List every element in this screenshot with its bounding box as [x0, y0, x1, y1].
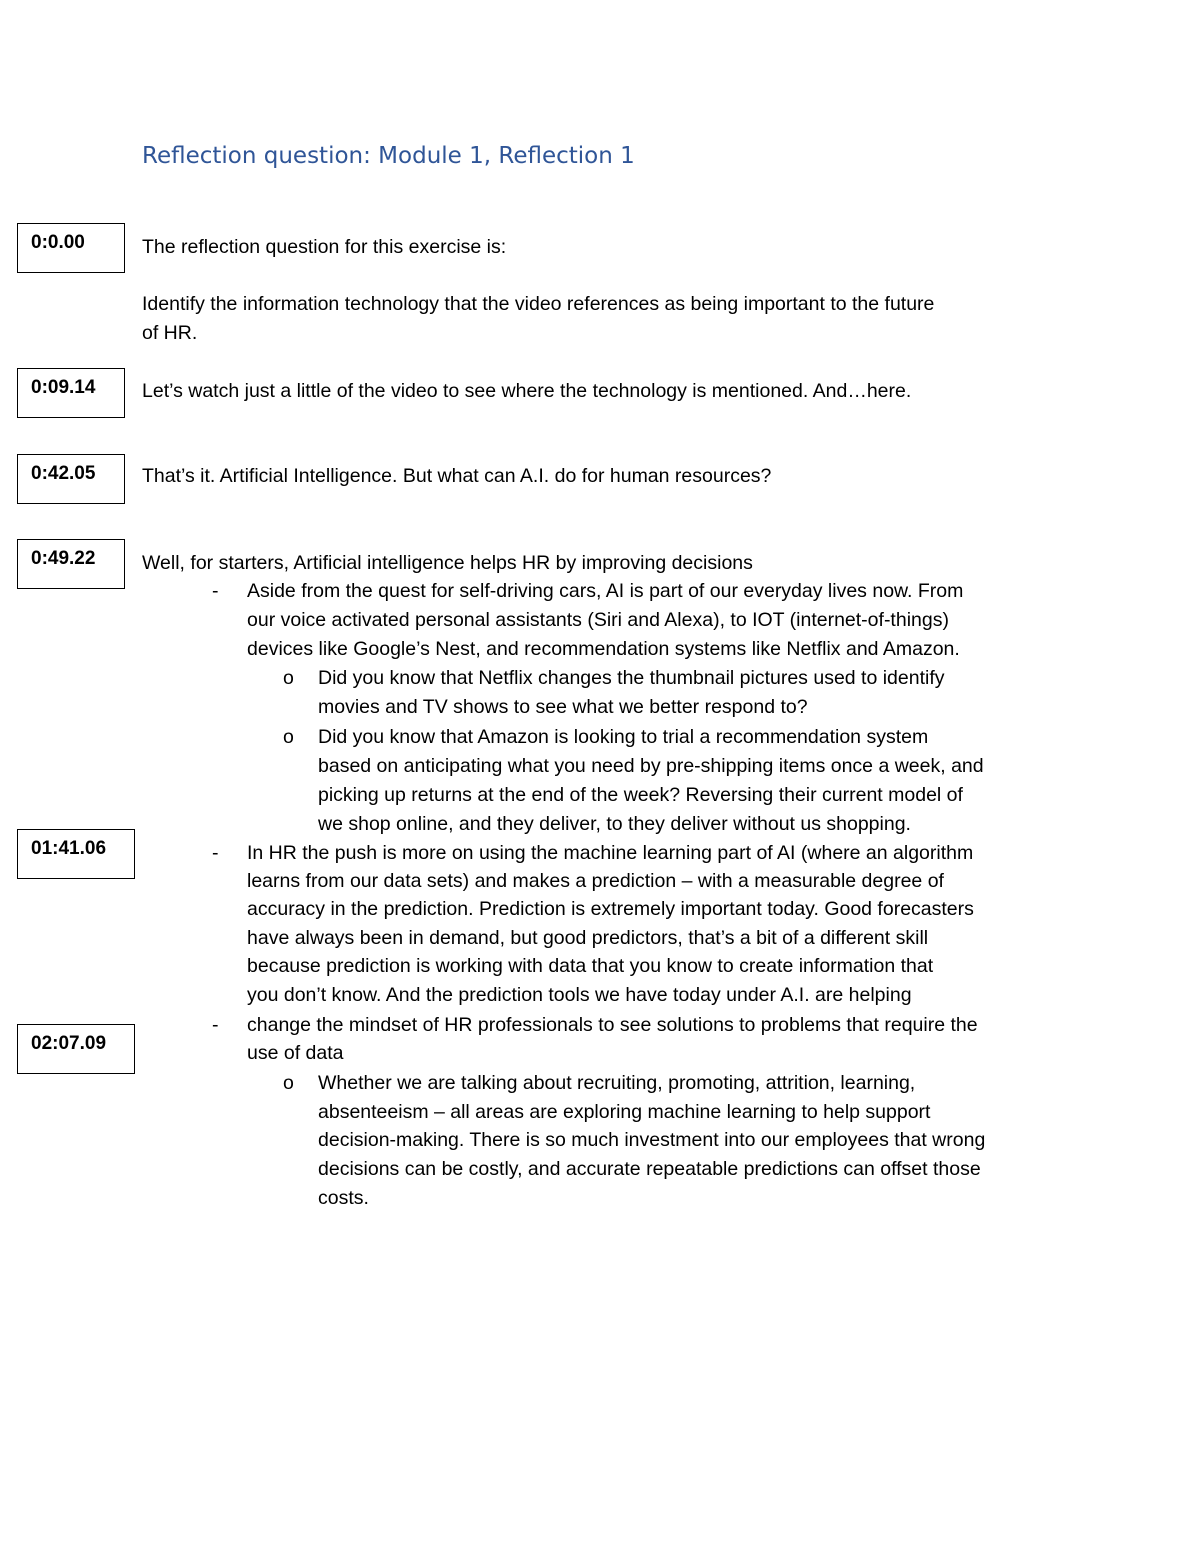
page-title: Reflection question: Module 1, Reflection 1 — [142, 143, 635, 169]
list-item: Aside from the quest for self-driving cars, AI is part of our everyday lives now. From — [247, 580, 964, 602]
list-item: In HR the push is more on using the machine learning part of AI (where an algorithm — [247, 842, 974, 864]
timestamp-box: 0:09.14 — [17, 368, 125, 418]
sub-list-item: Did you know that Netflix changes the thumbnail pictures used to identify — [318, 667, 945, 689]
list-item: have always been in demand, but good predictors, that’s a bit of a different skill — [247, 927, 929, 949]
dash-bullet: - — [212, 842, 219, 864]
list-item: you don’t know. And the prediction tools we have today under A.I. are helping — [247, 984, 912, 1006]
sub-list-item: we shop online, and they deliver, to they deliver without us shopping. — [318, 813, 911, 835]
sub-list-item: decisions can be costly, and accurate repeatable predictions can offset those — [318, 1158, 981, 1180]
list-item: devices like Google’s Nest, and recommendation systems like Netflix and Amazon. — [247, 638, 960, 660]
paragraph: Let’s watch just a little of the video to see where the technology is mentioned. And…here. — [142, 380, 912, 402]
sub-list-item: picking up returns at the end of the week? Reversing their current model of — [318, 784, 963, 806]
sub-list-item: costs. — [318, 1187, 369, 1209]
dash-bullet: - — [212, 580, 219, 602]
list-item: change the mindset of HR professionals to see solutions to problems that require the — [247, 1014, 978, 1036]
list-item: use of data — [247, 1042, 344, 1064]
dash-bullet: - — [212, 1014, 219, 1036]
circle-bullet: o — [283, 726, 294, 748]
sub-list-item: absenteeism – all areas are exploring machine learning to help support — [318, 1101, 931, 1123]
list-item: our voice activated personal assistants (Siri and Alexa), to IOT (internet-of-things) — [247, 609, 949, 631]
sub-list-item: Did you know that Amazon is looking to trial a recommendation system — [318, 726, 929, 748]
paragraph: Well, for starters, Artificial intelligence helps HR by improving decisions — [142, 552, 753, 574]
sub-list-item: based on anticipating what you need by pre-shipping items once a week, and — [318, 755, 984, 777]
timestamp-box: 0:42.05 — [17, 454, 125, 504]
circle-bullet: o — [283, 667, 294, 689]
question-text: of HR. — [142, 322, 198, 344]
intro-text: The reflection question for this exercise is: — [142, 236, 507, 258]
timestamp-box: 02:07.09 — [17, 1024, 135, 1074]
timestamp-box: 01:41.06 — [17, 829, 135, 879]
circle-bullet: o — [283, 1072, 294, 1094]
list-item: accuracy in the prediction. Prediction is extremely important today. Good forecasters — [247, 898, 974, 920]
list-item: because prediction is working with data that you know to create information that — [247, 955, 934, 977]
question-text: Identify the information technology that the video references as being important to the future — [142, 293, 935, 315]
sub-list-item: decision-making. There is so much investment into our employees that wrong — [318, 1129, 986, 1151]
sub-list-item: Whether we are talking about recruiting, promoting, attrition, learning, — [318, 1072, 916, 1094]
paragraph: That’s it. Artificial Intelligence. But what can A.I. do for human resources? — [142, 465, 772, 487]
sub-list-item: movies and TV shows to see what we better respond to? — [318, 696, 808, 718]
timestamp-box: 0:0.00 — [17, 223, 125, 273]
timestamp-box: 0:49.22 — [17, 539, 125, 589]
list-item: learns from our data sets) and makes a prediction – with a measurable degree of — [247, 870, 944, 892]
